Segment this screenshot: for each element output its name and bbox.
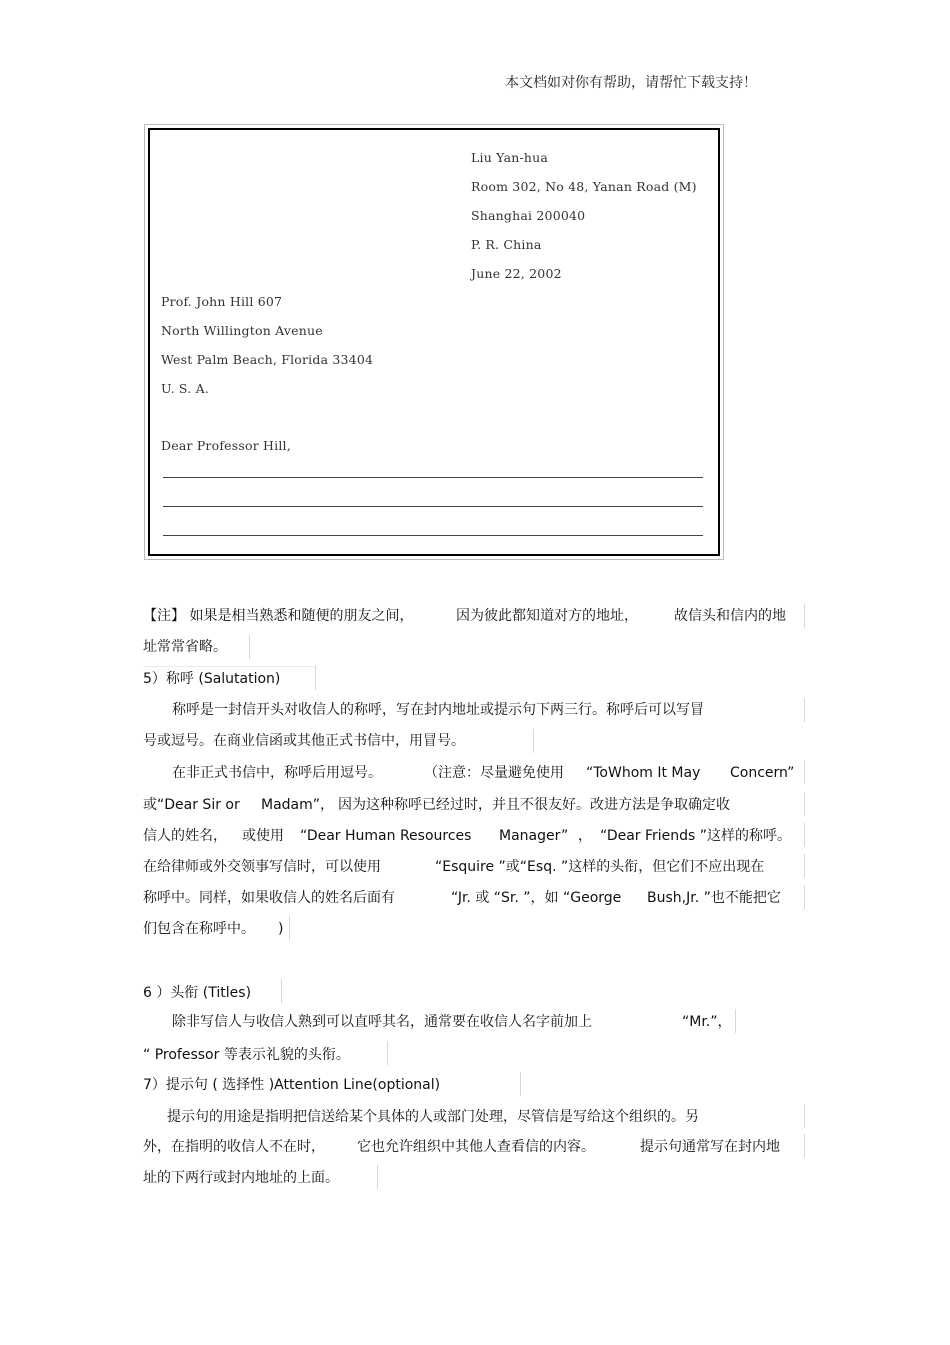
text-box-edge [315,666,316,690]
text-box-edge [735,1009,736,1033]
note-text-part: 址常常省略。 [143,639,227,655]
paragraph-line: 信人的姓名， [143,828,227,844]
paragraph-line: 或“Dear Sir or [143,797,240,813]
paragraph-line: 称呼中。同样，如果收信人的姓名后面有 [143,890,395,906]
letter-date: June 22, 2002 [471,266,562,281]
text-box-edge [804,604,805,628]
text-box-edge [289,916,290,940]
text-box-edge [804,1104,805,1128]
letter-border [148,128,720,556]
paragraph-line: （注意：尽量避免使用 [424,765,564,781]
paragraph-line: 外，在指明的收信人不在时， [143,1139,325,1155]
recipient-name: Prof. John Hill 607 [161,294,283,309]
letter-sample-image [144,124,724,560]
sender-name: Liu Yan-hua [471,150,549,165]
body-rule-3 [163,535,703,536]
text-box-edge [804,1134,805,1158]
paragraph-line: “Dear Human Resources [300,828,472,844]
body-rule-1 [163,477,703,478]
text-box-edge [281,979,282,1003]
sender-city-line: Shanghai 200040 [471,208,586,223]
paragraph-line: “Jr. 或 “Sr. ”，如 “George [451,890,622,906]
section-heading-titles: 6 ）头衔 (Titles) [143,985,252,1001]
body-rule-2 [163,506,703,507]
paragraph-line: Bush,Jr. ”也不能把它 [647,890,781,906]
paragraph-line: Manager” [499,828,569,844]
text-box-edge [387,1041,388,1065]
text-box-edge [533,729,534,753]
text-box-edge [804,760,805,784]
paragraph-line: 提示句的用途是指明把信送给某个具体的人或部门处理，尽管信是写给这个组织的。另 [167,1109,699,1125]
paragraph-line: 在给律师或外交领事写信时，可以使用 [143,859,381,875]
recipient-city: West Palm Beach, Florida 33404 [161,352,374,367]
paragraph-line: “ToWhom It May [586,765,701,781]
text-box-edge [804,854,805,878]
paragraph-line: 提示句通常写在封内地 [640,1139,780,1155]
text-box-edge [804,698,805,722]
paragraph-line: 号或逗号。在商业信函或其他正式书信中，用冒号。 [143,733,465,749]
text-box-edge [804,792,805,816]
sender-address-line: Room 302, No 48, Yanan Road (M) [471,179,697,194]
recipient-street: North Willington Avenue [161,323,323,338]
paragraph-line: 或使用 [242,828,284,844]
letter-salutation: Dear Professor Hill, [161,438,291,453]
text-box-edge [377,1165,378,1189]
paragraph-line: ， [578,828,592,844]
text-box-edge [520,1072,521,1096]
text-box-edge [804,823,805,847]
paragraph-line: 它也允许组织中其他人查看信的内容。 [357,1139,595,1155]
paragraph-line: 在非正式书信中，称呼后用逗号。 [172,765,382,781]
paragraph-line: “Mr.”， [682,1014,732,1030]
paragraph-line: Concern” [730,765,795,781]
paragraph-line: “Esquire ”或“Esq. ”这样的头衔，但它们不应出现在 [435,859,765,875]
text-box-edge [804,885,805,909]
paragraph-line: 们包含在称呼中。 [143,921,255,937]
recipient-country: U. S. A. [161,381,209,396]
paragraph-line: 因为这种称呼已经过时，并且不很友好。改进方法是争取确定收 [338,797,730,813]
page-header-note: 本文档如对你有帮助，请帮忙下载支持！ [505,75,757,91]
paragraph-line: “Dear Friends ”这样的称呼。 [600,828,792,844]
note-text-part: 故信头和信内的地 [674,608,786,624]
section-heading-salutation: 5）称呼 (Salutation) [143,671,281,687]
sender-country-line: P. R. China [471,237,542,252]
paragraph-line: ) [278,921,284,937]
paragraph-line: 称呼是一封信开头对收信人的称呼，写在封内地址或提示句下两三行。称呼后可以写冒 [172,702,704,718]
paragraph-line: 除非写信人与收信人熟到可以直呼其名，通常要在收信人名字前加上 [172,1014,592,1030]
paragraph-line: “ Professor 等表示礼貌的头衔。 [143,1047,350,1063]
paragraph-line: 址的下两行或封内地址的上面。 [143,1170,339,1186]
note-text-part: 因为彼此都知道对方的地址， [456,608,638,624]
text-box-edge [143,666,315,667]
note-text-part: 【注】 如果是相当熟悉和随便的朋友之间， [143,608,414,624]
text-box-edge [249,635,250,659]
section-heading-attention-line: 7）提示句 ( 选择性 )Attention Line(optional) [143,1077,441,1093]
paragraph-line: Madam”， [261,797,335,813]
